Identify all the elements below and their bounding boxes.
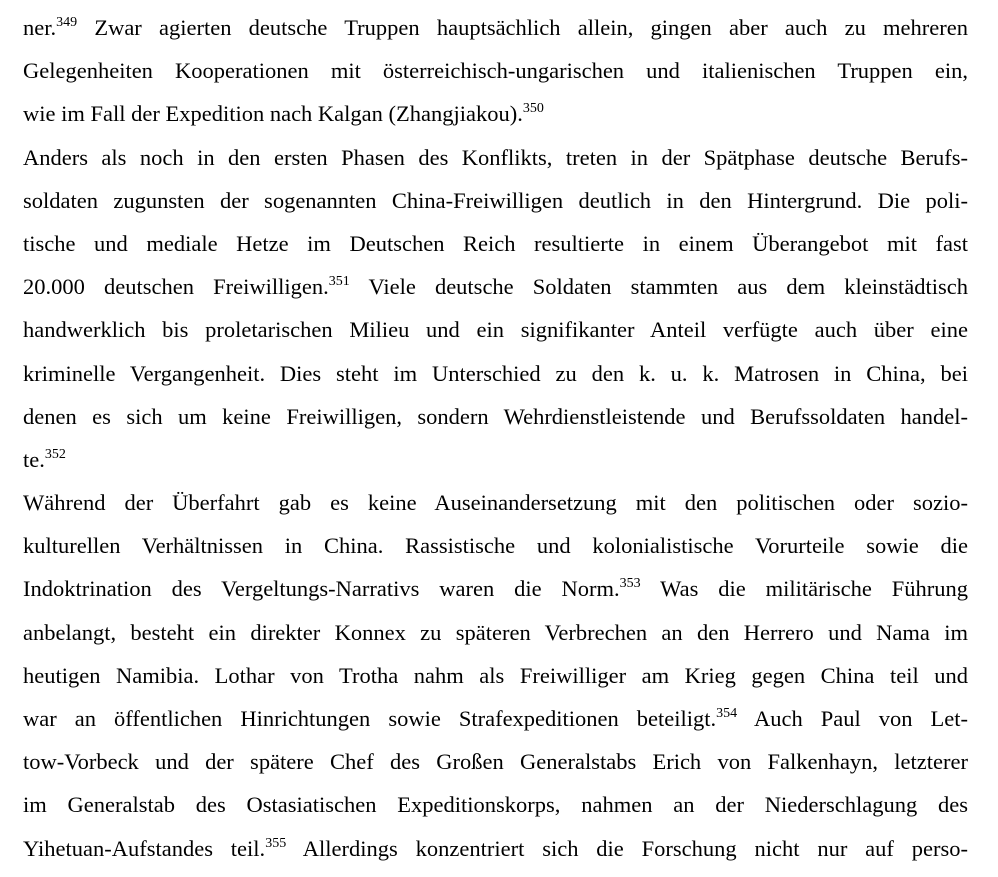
text-segment: denen es sich um keine Freiwilligen, sondern Wehrdienstleistende und Berufssoldaten handel-: [23, 403, 968, 429]
text-line: [23, 6, 968, 49]
text-line: [23, 222, 968, 265]
text-segment: handwerklich bis proletarischen Milieu und ein signifikanter Anteil verfügte auch über eine: [23, 317, 968, 343]
text-line: [23, 352, 968, 395]
text-line: [23, 481, 968, 524]
text-line: [23, 265, 968, 308]
footnote-marker: 355: [265, 835, 287, 851]
text-line: [23, 827, 968, 870]
text-line: [23, 92, 968, 135]
footnote-marker: 351: [328, 274, 350, 290]
text-segment: ner.: [23, 15, 57, 40]
text-segment: Was die militärische Führung: [640, 576, 968, 602]
footnote-marker: 352: [44, 446, 66, 462]
text-segment: kriminelle Vergangenheit. Dies steht im Unterschied zu den k. u. k. Matrosen in China, bei: [23, 360, 968, 386]
text-line: [23, 611, 968, 654]
footnote-marker: 354: [716, 706, 738, 721]
text-line: [23, 308, 968, 351]
text-line: [23, 740, 968, 783]
text-segment: heutigen Namibia. Lothar von Trotha nahm als Freiwilliger am Krieg gegen China teil und: [23, 662, 968, 688]
text-line: [23, 136, 968, 179]
footnote-marker: 353: [619, 576, 641, 592]
text-line: [23, 567, 968, 610]
text-line: [23, 697, 968, 740]
text-segment: Allerdings konzentriert sich die Forschung nicht nur auf perso-: [286, 835, 968, 861]
body-text: [23, 6, 968, 870]
text-segment: soldaten zugunsten der sogenannten China-Freiwilligen deutlich in den Hintergrund. Die poli-: [23, 187, 968, 213]
text-segment: Indoktrination des Vergeltungs-Narrativs waren die Norm.: [23, 576, 620, 602]
text-line: [23, 524, 968, 567]
text-segment: kulturellen Verhältnissen in China. Rassistische und kolonialistische Vorurteile sowie die: [23, 533, 968, 559]
text-segment: te.: [23, 446, 45, 472]
text-segment: Viele deutsche Soldaten stammten aus dem kleinstädtisch: [349, 274, 968, 300]
text-segment: tow-Vorbeck und der spätere Chef des Großen Generalstabs Erich von Falkenhayn, letzterer: [23, 749, 968, 775]
text-line: [23, 49, 968, 92]
text-segment: tische und mediale Hetze im Deutschen Reich resultierte in einem Überangebot mit fast: [23, 230, 968, 256]
text-segment: Zwar agierten deutsche Truppen hauptsächlich allein, gingen aber auch zu mehreren: [77, 15, 968, 40]
text-segment: wie im Fall der Expedition nach Kalgan (Zhangjiakou).: [23, 101, 523, 127]
footnote-marker: 350: [522, 101, 544, 117]
text-line: [23, 783, 968, 826]
text-line: [23, 179, 968, 222]
footnote-marker: 349: [56, 15, 78, 30]
text-segment: war an öffentlichen Hinrichtungen sowie Strafexpeditionen beteiligt.: [23, 706, 717, 731]
text-segment: 20.000 deutschen Freiwilligen.: [23, 274, 329, 300]
text-segment: Gelegenheiten Kooperationen mit österreichisch-ungarischen und italienischen Truppen ein,: [23, 58, 968, 84]
text-segment: Während der Überfahrt gab es keine Auseinandersetzung mit den politischen oder sozio-: [23, 490, 968, 516]
text-segment: anbelangt, besteht ein direkter Konnex zu späteren Verbrechen an den Herrero und Nama im: [23, 619, 968, 645]
text-line: [23, 395, 968, 438]
text-line: [23, 438, 968, 481]
text-segment: Yihetuan-Aufstandes teil.: [23, 835, 266, 861]
text-segment: Auch Paul von Let-: [737, 706, 968, 731]
text-segment: Anders als noch in den ersten Phasen des Konflikts, treten in der Spätphase deutsche Berufs-: [23, 144, 968, 170]
text-segment: im Generalstab des Ostasiatischen Expeditionskorps, nahmen an der Niederschlagung des: [23, 792, 968, 818]
text-line: [23, 654, 968, 697]
